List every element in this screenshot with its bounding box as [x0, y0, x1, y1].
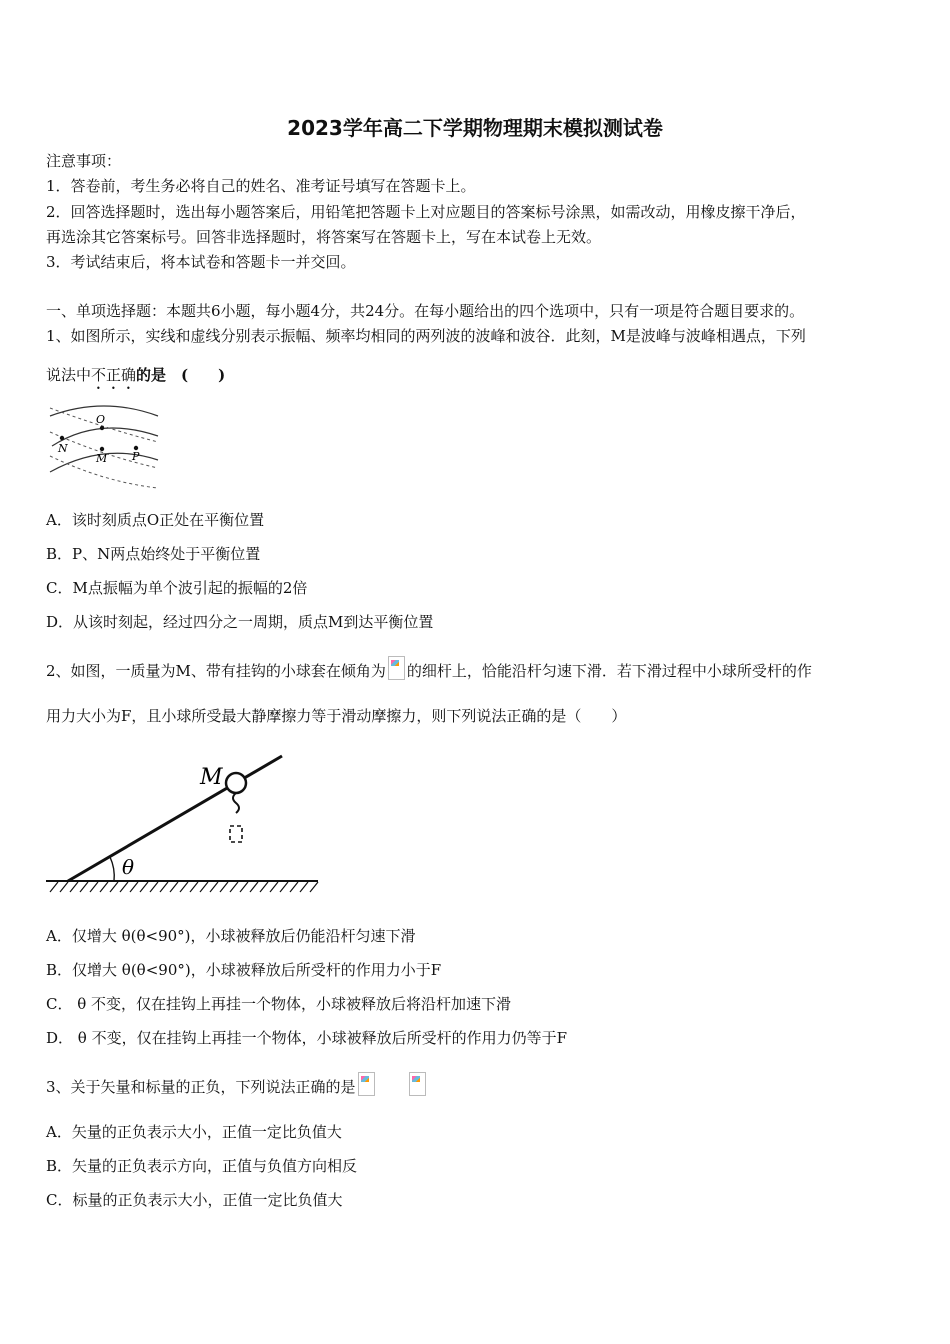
q1-stem-emphasis: 不正确	[91, 366, 137, 384]
hanging-mass-dashed	[230, 826, 242, 842]
ball	[226, 773, 246, 793]
broken-image-icon	[388, 656, 405, 680]
q2-stem-line1	[46, 656, 812, 681]
q2-option-c[interactable]: C． θ 不变，仅在挂钩上再挂一个物体，小球被释放后将沿杆加速下滑	[46, 995, 512, 1013]
q1-option-a[interactable]: A．该时刻质点O正处在平衡位置	[46, 511, 265, 529]
q1-wave-figure	[44, 398, 164, 490]
q3-option-a[interactable]: A．矢量的正负表示大小，正值一定比负值大	[46, 1123, 342, 1141]
label-n: N	[58, 442, 68, 455]
broken-image-icon	[358, 1072, 375, 1096]
incline-rod	[68, 756, 282, 881]
q1-stem-pre: 说法中	[46, 366, 92, 384]
q1-stem-line2	[46, 365, 225, 393]
label-theta: θ	[122, 855, 135, 879]
q3-option-b[interactable]: B．矢量的正负表示方向，正值与负值方向相反	[46, 1157, 358, 1175]
q1-option-c[interactable]: C．M点振幅为单个波引起的振幅的2倍	[46, 579, 308, 597]
page-title: 2023学年高二下学期物理期末模拟测试卷	[287, 116, 663, 140]
hook	[233, 793, 239, 813]
q1-stem-line1: 1、如图所示，实线和虚线分别表示振幅、频率均相同的两列波的波峰和波谷．此刻，M是波峰与波峰相遇点，下列	[46, 327, 806, 345]
q2-option-a[interactable]: A．仅增大 θ(θ<90°)，小球被释放后仍能沿杆匀速下滑	[46, 927, 416, 945]
q2-stem-pre: 2、如图，一质量为M、带有挂钩的小球套在倾角为	[46, 662, 386, 680]
wave-crest-line	[52, 428, 158, 446]
q1-option-b[interactable]: B．P、N两点始终处于平衡位置	[46, 545, 261, 563]
q2-incline-figure	[44, 752, 324, 902]
notice-item-2a: 2．回答选择题时，选出每小题答案后，用铅笔把答题卡上对应题目的答案标号涂黑，如需改动，用橡皮擦干净后，	[46, 203, 806, 221]
section-heading: 一、单项选择题：本题共6小题，每小题4分，共24分。在每小题给出的四个选项中，只有一项是符合题目要求的。	[46, 302, 805, 320]
notice-heading: 注意事项：	[46, 152, 122, 170]
q1-option-d[interactable]: D．从该时刻起，经过四分之一周期，质点M到达平衡位置	[46, 613, 434, 631]
q2-option-b[interactable]: B．仅增大 θ(θ<90°)，小球被释放后所受杆的作用力小于F	[46, 961, 442, 979]
q2-stem-post: 的细杆上，恰能沿杆匀速下滑．若下滑过程中小球所受杆的作	[406, 662, 812, 680]
label-o: O	[96, 413, 106, 426]
point-m	[100, 447, 104, 451]
label-m: M	[200, 765, 223, 790]
broken-image-icon	[409, 1072, 426, 1096]
label-m: M	[96, 452, 108, 465]
label-p: P	[132, 450, 140, 463]
point-o	[100, 426, 104, 430]
notice-item-3: 3．考试结束后，将本试卷和答题卡一并交回。	[46, 253, 356, 271]
q3-option-c[interactable]: C．标量的正负表示大小，正值一定比负值大	[46, 1191, 343, 1209]
angle-arc	[110, 857, 114, 881]
point-n	[60, 436, 64, 440]
notice-item-1: 1．答卷前，考生务必将自己的姓名、准考证号填写在答题卡上。	[46, 177, 476, 195]
ground-hatching	[50, 882, 318, 892]
q2-option-d[interactable]: D． θ 不变，仅在挂钩上再挂一个物体，小球被释放后所受杆的作用力仍等于F	[46, 1029, 568, 1047]
q1-stem-post: 的是 ( )	[136, 366, 226, 384]
q3-stem	[46, 1072, 428, 1097]
q2-stem-line2: 用力大小为F，且小球所受最大静摩擦力等于滑动摩擦力，则下列说法正确的是（ ）	[46, 707, 627, 725]
q3-stem-text: 3、关于矢量和标量的正负，下列说法正确的是	[46, 1078, 356, 1096]
notice-item-2b: 再选涂其它答案标号。回答非选择题时，将答案写在答题卡上，写在本试卷上无效。	[46, 228, 602, 246]
